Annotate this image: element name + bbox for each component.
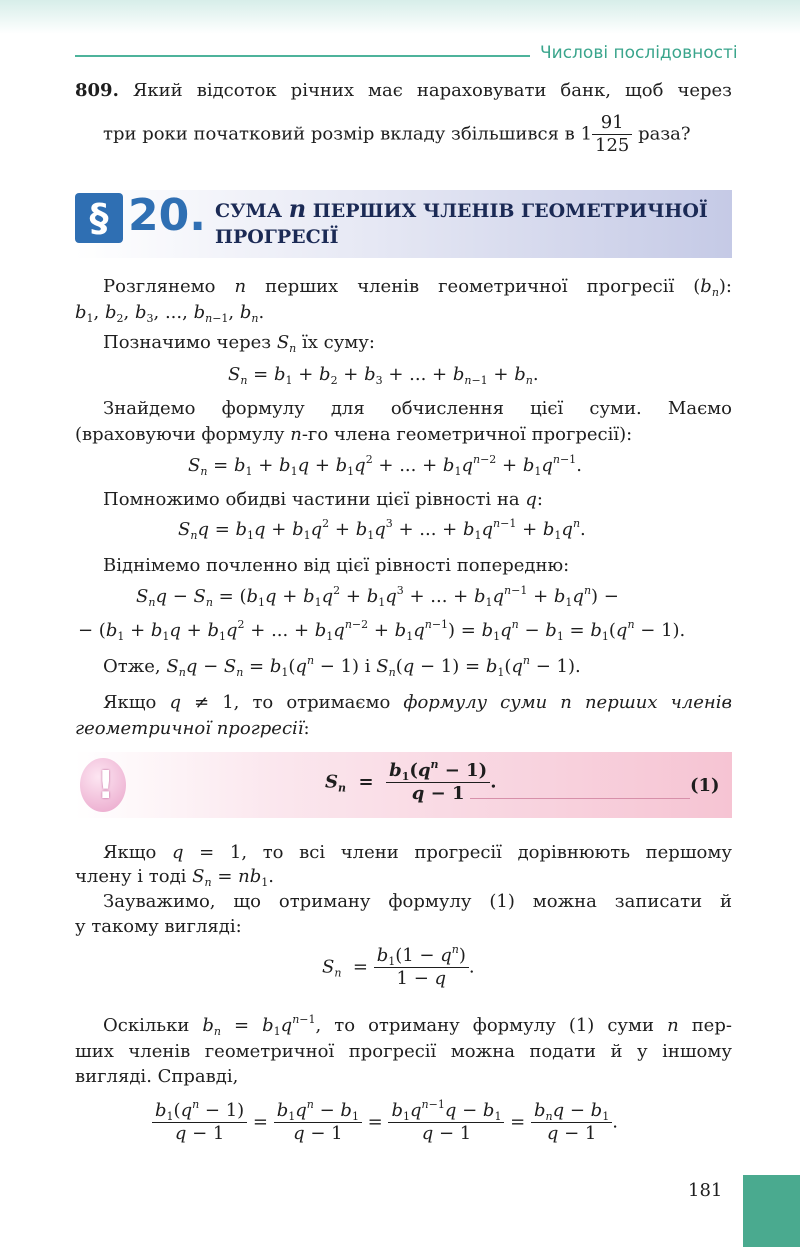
section-number: 20. — [128, 190, 206, 241]
paragraph-8b: члену і тоді $S_n = nb_1$. — [75, 866, 274, 889]
exercise-text-1: Який відсоток річних має нараховувати банк, щоб через — [132, 80, 732, 101]
p3-text-b1: (враховуючи формулу — [75, 424, 285, 445]
exercise-number: 809. — [75, 80, 119, 101]
title-variable: n — [288, 194, 307, 223]
fraction-denominator: 125 — [595, 135, 630, 156]
p8-text-c: члену і тоді — [75, 866, 187, 887]
section-title — [215, 196, 725, 250]
paragraph-10a: Оскільки $b_n = b_1q^{n-1}$, то отриману формулу (1) суми n пер- — [103, 1013, 732, 1038]
paragraph-3a — [75, 398, 732, 420]
paragraph-7b: геометричної прогресії: — [75, 718, 310, 739]
sequence-line: $b_1$, $b_2$, $b_3$, ..., $b_{n-1}$, $b_n$. — [75, 302, 265, 325]
exercise-line-1 — [75, 80, 732, 102]
formula-label: (1) — [690, 775, 720, 796]
p1-text-a: Розглянемо — [103, 276, 216, 297]
equation-expanded: $S_n = b_1 + b_1q + b_1q^2$ + ... + $b_1q^{n-2} + b_1q^{n-1}$. — [188, 453, 582, 478]
title-part-c: ПРОГРЕСІЇ — [215, 226, 339, 248]
running-header: Числові послідовності — [540, 43, 738, 63]
p9-text-b: у такому вигляді: — [75, 916, 242, 937]
p6-and: і — [364, 656, 371, 677]
paragraph-6: Отже, $S_nq - S_n = b_1(q^n - 1)$ і $S_n(q - 1) = b_1(q^n - 1)$. — [103, 654, 581, 679]
p3-text-a: Знайдемо формулу для обчислення цієї суми. Маємо — [103, 398, 732, 419]
paragraph-8a: Якщо q = 1, то всі члени прогресії дорівнюють першому — [103, 842, 732, 863]
exercise-text-2: три роки початковий розмір вкладу збільшився в — [103, 123, 575, 145]
equation-multiplied: $S_nq = b_1q + b_1q^2 + b_1q^3$ + ... + $b_1q^{n-1} + b_1q^n$. — [178, 517, 586, 542]
p10-text-b: ших членів геометричної прогресії можна подати й у іншому — [75, 1041, 732, 1062]
p7-text-b: то отримаємо — [252, 692, 391, 713]
p8-text-a: Якщо — [103, 842, 157, 863]
p6-text: Отже, — [103, 656, 161, 677]
title-part-b: ПЕРШИХ ЧЛЕНІВ ГЕОМЕТРИЧНОЇ — [312, 200, 708, 222]
paragraph-7a: Якщо q ≠ 1, то отримаємо формулу суми n перших членів — [103, 692, 732, 713]
paragraph-10b — [75, 1041, 732, 1063]
paragraph-3b: (враховуючи формулу n-го члена геометричної прогресії): — [75, 424, 633, 445]
p4-text: Помножимо обидві частини цієї рівності на — [103, 489, 520, 510]
p1-text-b: перших членів геометричної прогресії — [265, 276, 675, 297]
equation-subtract-1: $S_nq - S_n = (b_1q + b_1q^2 + b_1q^3$ + ... + $b_1q^{n-1} + b_1q^n$) − — [136, 584, 619, 609]
exclamation-icon: ! — [80, 758, 126, 812]
paragraph-2: Позначимо через $S_n$ їх суму: — [103, 332, 375, 355]
p10-text-a3: пер- — [691, 1015, 732, 1036]
page-number: 181 — [688, 1180, 723, 1201]
mixed-fraction — [592, 112, 632, 157]
paragraph-9b — [75, 916, 242, 938]
p9-text-a: Зауважимо, що отриману формулу (1) можна записати й — [103, 891, 732, 912]
mixed-whole: 1 — [580, 123, 593, 145]
p2-text: Позначимо через — [103, 332, 272, 353]
p7-text-a: Якщо — [103, 692, 157, 713]
p2-text-b: їх суму: — [302, 332, 375, 353]
key-formula: $S_n$ = $\frac{b_1(q^n - 1)}{q - 1}$ . — [325, 758, 497, 804]
exercise-text-end: раза? — [638, 123, 691, 145]
formula-decor-line — [470, 798, 690, 799]
p10-text-a2: то отриману формулу (1) суми — [334, 1015, 655, 1036]
paragraph-1: Розглянемо n перших членів геометричної прогресії $(b_n)$: — [103, 276, 732, 299]
p8-text-b: то всі члени прогресії дорівнюють першому — [262, 842, 732, 863]
title-part-a: СУМА — [215, 200, 283, 222]
header-rule — [75, 55, 530, 57]
page-tab — [743, 1175, 800, 1247]
paragraph-5 — [103, 555, 569, 577]
alt-formula: $S_n$ = $\frac{b_1(1 - q^n)}{1 - q}$ . — [322, 943, 475, 989]
fraction-numerator: 91 — [592, 112, 632, 135]
p10-text-c: вигляді. Справді, — [75, 1066, 239, 1087]
paragraph-9a — [75, 891, 732, 913]
equation-sum: $S_n = b_1 + b_2 + b_3$ + ... + $b_{n-1} + b_n$. — [228, 364, 539, 387]
p5-text: Віднімемо почленно від цієї рівності попередню: — [103, 555, 570, 576]
equivalent-forms: $\frac{b_1(q^n - 1)}{q - 1}$ = $\frac{b_1q^n - b_1}{q - 1}$ = $\frac{b_1q^{n-1}q - b_1}{q - 1}$ = $\frac{b_nq - b_1}{q - 1}$ . — [152, 1100, 618, 1145]
section-icon: § — [75, 193, 123, 243]
paragraph-10c — [75, 1066, 238, 1088]
exercise-line-2 — [103, 112, 733, 157]
p10-text-a1: Оскільки — [103, 1015, 190, 1036]
equation-subtract-2: − ($b_1 + b_1q + b_1q^2$ + ... + $b_1q^{n-2} + b_1q^{n-1}) = b_1q^n - b_1 = b_1(q^n - 1)$. — [78, 618, 686, 643]
top-band — [0, 0, 800, 34]
p7-text-d: геометричної прогресії — [75, 718, 304, 739]
p3-text-b2: -го члена геометричної прогресії): — [301, 424, 633, 445]
paragraph-4: Помножимо обидві частини цієї рівності на q: — [103, 489, 543, 510]
p7-text-c: формулу суми n перших членів — [403, 692, 732, 713]
